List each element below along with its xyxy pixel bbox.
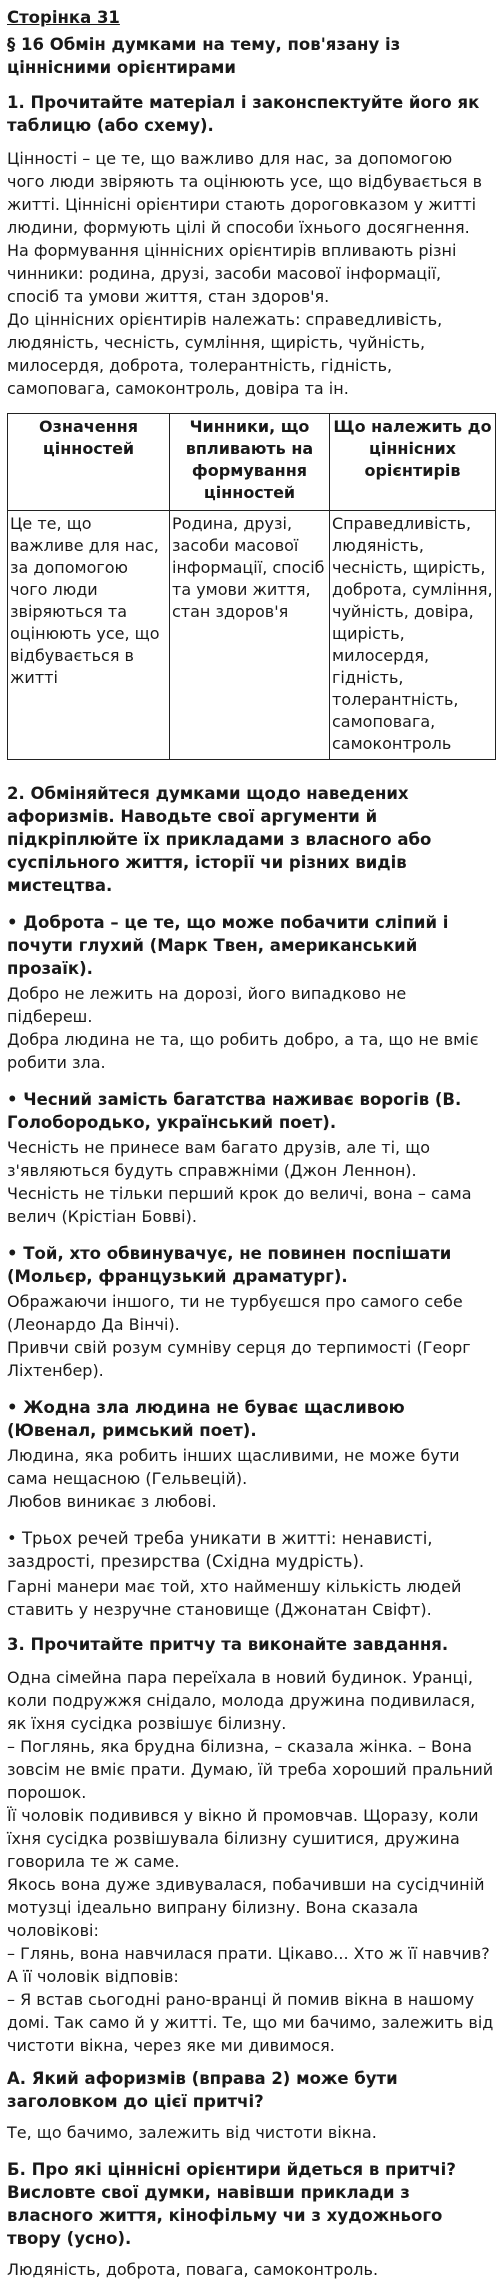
task1-paragraph: До ціннісних орієнтирів належать: справедливість, людяність, чесність, сумління, щирість, чуйність, милосердя, доброта, толерантність, гідність, самоповага, самоконтроль, довіра та ін. xyxy=(7,310,443,398)
table-cell-factors: Родина, друзі, засоби масової інформації, спосіб та умови життя, стан здоров'я xyxy=(170,511,330,760)
aphorism-line: Добра людина не та, що робить добро, а та, що не вміє робити зла. xyxy=(7,1030,479,1072)
values-table xyxy=(7,413,496,760)
answer-b: Людяність, доброта, повага, самоконтроль. xyxy=(7,2260,379,2279)
parable-paragraph: – Я встав сьогодні рано-вранці й помив вікна в нашому домі. Так само й у житті. Те, що ми бачимо, залежить від чистоти вікна, через яке ми дивимося. xyxy=(7,1990,494,2055)
aphorism-title: • Чесний замість багатства наживає ворогів (В. Голобородько, український поет). xyxy=(7,1090,462,1132)
aphorism-line: Чесність не принесе вам багато друзів, але ті, що з'являються будуть справжніми (Джон Леннон). xyxy=(7,1138,431,1180)
parable-paragraph: Якось вона дуже здивувалася, побачивши на сусідчиній мотузці ідеально випрану білизну. Вона сказала чоловікові: xyxy=(7,1875,485,1940)
section-title: § 16 Обмін думками на тему, пов'язану із ціннісними орієнтирами xyxy=(7,35,401,77)
page xyxy=(0,5,500,2279)
table-cell-definition: Це те, що важливе для нас, за допомогою чого люди звіряються та оцінюють усе, що відбувається в житті xyxy=(8,511,170,760)
parable-paragraph: Її чоловік подивився у вікно й промовчав. Щоразу, коли їхня сусідка розвішувала білизну сушитися, дружина говорила те ж саме. xyxy=(7,1806,479,1871)
aphorism-line: Чесність не тільки перший крок до величі, вона – сама велич (Крістіан Бовві). xyxy=(7,1184,472,1226)
table-header-cell: Означення цінностей xyxy=(8,414,170,511)
aphorism-title: • Трьох речей треба уникати в житті: ненависті, заздрості, презирства (Східна мудрість). xyxy=(7,1529,433,1571)
question-a: А. Який афоризмів (вправа 2) може бути заголовком до цієї притчі? xyxy=(7,2069,398,2111)
aphorism-title: • Жодна зла людина не буває щасливою (Ювенал, римський поет). xyxy=(7,1398,405,1440)
parable-paragraph: Одна сімейна пара переїхала в новий будинок. Уранці, коли подружжя снідало, молода дружина подивилася, як їхня сусідка розвішує білизну. xyxy=(7,1668,476,1733)
aphorism-line: Ображаючи іншого, ти не турбуєшся про самого себе (Леонардо Да Вінчі). xyxy=(7,1292,463,1334)
task1-title: 1. Прочитайте матеріал і законспектуйте його як таблицю (або схему). xyxy=(7,93,480,135)
aphorism-title: • Доброта – це те, що може побачити сліпий і почути глухий (Марк Твен, американський прозаїк). xyxy=(7,913,449,978)
parable-paragraph: – Поглянь, яка брудна білизна, – сказала жінка. – Вона зовсім не вміє прати. Думаю, їй треба хороший пральний порошок. xyxy=(7,1737,494,1802)
aphorism-line: Людина, яка робить інших щасливими, не може бути сама нещасною (Гельвецій). xyxy=(7,1446,460,1488)
parable-paragraph: – Глянь, вона навчилася прати. Цікаво... Хто ж її навчив? А її чоловік відповів: xyxy=(7,1944,490,1986)
table-row xyxy=(8,511,496,760)
aphorism-title: • Той, хто обвинувачує, не повинен поспішати (Мольєр, французький драматург). xyxy=(7,1244,452,1286)
task2-title: 2. Обміняйтеся думками щодо наведених афоризмів. Наводьте свої аргументи й підкріплюйте їх прикладами з власного або суспільного життя, історії чи різних видів мистецтва. xyxy=(7,784,432,895)
page-title: Сторінка 31 xyxy=(7,8,120,27)
task3-title: 3. Прочитайте притчу та виконайте завдання. xyxy=(7,1635,449,1654)
task1-paragraph: Цінності – це те, що важливо для нас, за допомогою чого люди звіряють та оцінюють усе, що відбувається в житті. Ціннісні орієнтири стають дороговказом у житті людини, формують цілі й способи їхнього досягнення. На формування ціннісних орієнтирів впливають різні чинники: родина, друзі, засоби масової інформації, спосіб та умови життя, стан здоров'я. xyxy=(7,149,483,306)
table-header-cell: Чинники, що впливають на формування цінностей xyxy=(170,414,330,511)
table-cell-orientations: Справедливість, людяність, чесність, щирість, доброта, сумління, чуйність, довіра, щирість, милосердя, гідність, толерантність, самоповага, самоконтроль xyxy=(330,511,496,760)
table-header-row xyxy=(8,414,496,511)
aphorism-line: Гарні манери має той, хто найменшу кількість людей ставить у незручне становище (Джонатан Свіфт). xyxy=(7,1577,462,1619)
aphorism-line: Добро не лежить на дорозі, його випадково не підбереш. xyxy=(7,984,407,1026)
table-header-cell: Що належить до ціннісних орієнтирів xyxy=(330,414,496,511)
aphorism-line: Привчи свій розум сумніву серця до терпимості (Георг Ліхтенбер). xyxy=(7,1338,471,1380)
question-b: Б. Про які ціннісні орієнтири йдеться в притчі? Висловте свої думки, навівши приклади з власного життя, кінофільму чи з художнього твору (усно). xyxy=(7,2160,456,2248)
aphorism-line: Любов виникає з любові. xyxy=(7,1492,217,1511)
answer-a: Те, що бачимо, залежить від чистоти вікна. xyxy=(7,2123,377,2142)
